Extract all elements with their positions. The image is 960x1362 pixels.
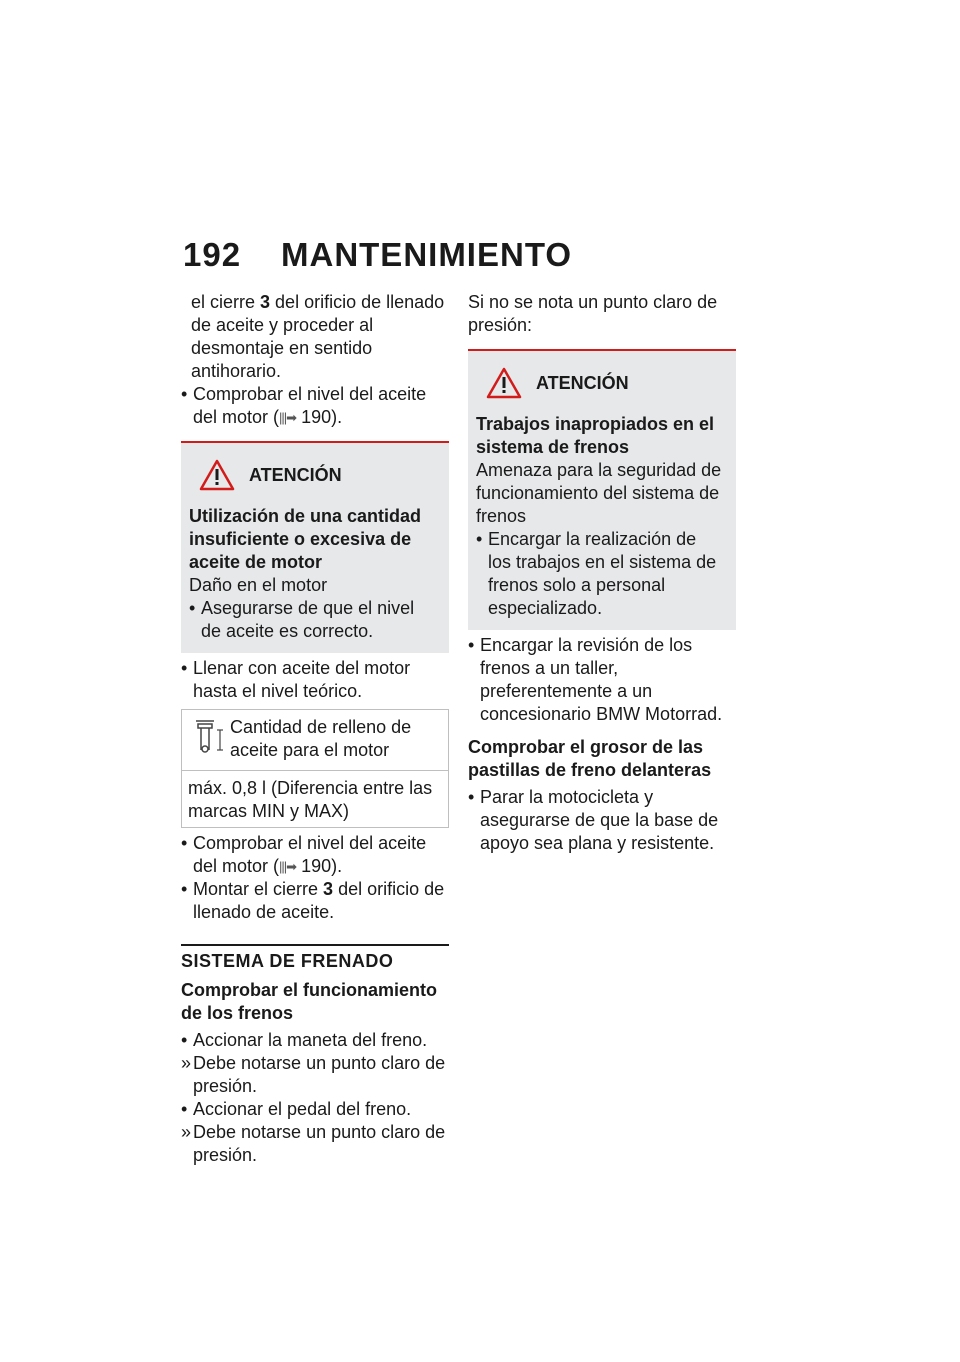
warning-item: • Encargar la realización de los trabajos en el sistema de frenos solo a personal especializado. xyxy=(476,529,717,618)
bullet-icon: • xyxy=(181,879,188,899)
result-item: » Debe notarse un punto claro de presión. xyxy=(181,1122,446,1165)
warning-triangle-icon xyxy=(486,367,522,399)
bullet-icon: • xyxy=(468,787,475,807)
spec-table xyxy=(181,709,449,828)
subsection-title: Comprobar el funcionamiento de los frenos xyxy=(181,980,438,1023)
warning-description: Amenaza para la seguridad de funcionamiento del sistema de frenos xyxy=(476,460,722,526)
warning-triangle-icon xyxy=(199,459,235,491)
page-title: MANTENIMIENTO xyxy=(281,236,573,273)
subsection-title: Comprobar el grosor de las pastillas de freno delanteras xyxy=(468,737,712,780)
bullet-icon: • xyxy=(468,635,475,655)
oil-dipstick-icon xyxy=(190,716,230,762)
list-item: • Parar la motocicleta y asegurarse de que la base de apoyo sea plana y resistente. xyxy=(468,787,719,853)
warning-item: • Asegurarse de que el nivel de aceite es correcto. xyxy=(189,598,415,641)
continued-paragraph: el cierre 3 del orificio de llenado de aceite y proceder al desmontaje en sentido antihorario. xyxy=(191,292,445,381)
intro-text: Si no se nota un punto claro de presión: xyxy=(468,292,718,335)
right-column xyxy=(468,291,736,855)
page-reference[interactable]: 190). xyxy=(301,407,343,427)
bullet-icon: • xyxy=(476,529,483,549)
result-arrow-icon: » xyxy=(181,1053,192,1073)
left-column xyxy=(181,291,449,1167)
list-item: • Accionar el pedal del freno. xyxy=(181,1099,412,1119)
bullet-icon: • xyxy=(189,598,196,618)
list-item: • Comprobar el nivel del aceite del motor (|||➡ 190). xyxy=(181,384,427,427)
bullet-icon: • xyxy=(181,1030,188,1050)
page-number: 192 xyxy=(183,236,242,273)
part-number: 3 xyxy=(323,879,334,899)
warning-title: Trabajos inapropiados en el sistema de frenos xyxy=(476,414,715,457)
bullet-icon: • xyxy=(181,833,188,853)
bullet-icon: • xyxy=(181,1099,188,1119)
arrow-ref-icon[interactable]: |||➡ xyxy=(279,410,297,425)
page-header xyxy=(183,236,572,274)
warning-box xyxy=(181,441,449,653)
section-title: SISTEMA DE FRENADO xyxy=(181,944,449,973)
bullet-icon: • xyxy=(181,384,188,404)
result-arrow-icon: » xyxy=(181,1122,192,1142)
warning-description: Daño en el motor xyxy=(189,575,328,595)
list-item: • Encargar la revisión de los frenos a un taller, preferentemente a un concesionario BMW Motorrad. xyxy=(468,635,723,724)
warning-label: ATENCIÓN xyxy=(249,464,342,485)
arrow-ref-icon[interactable]: |||➡ xyxy=(279,859,297,874)
warning-label: ATENCIÓN xyxy=(536,372,629,393)
list-item: • Llenar con aceite del motor hasta el nivel teórico. xyxy=(181,658,411,701)
list-item: • Accionar la maneta del freno. xyxy=(181,1030,428,1050)
list-item: • Comprobar el nivel del aceite del motor (|||➡ 190). xyxy=(181,833,427,876)
warning-title: Utilización de una cantidad insuficiente o excesiva de aceite de motor xyxy=(189,506,422,572)
part-number: 3 xyxy=(260,292,271,312)
list-item: • Montar el cierre 3 del orificio de llenado de aceite. xyxy=(181,879,445,922)
result-item: » Debe notarse un punto claro de presión. xyxy=(181,1053,446,1096)
bullet-icon: • xyxy=(181,658,188,678)
page-reference[interactable]: 190). xyxy=(301,856,343,876)
spec-title: Cantidad de relleno de aceite para el motor xyxy=(230,717,412,760)
spec-value: máx. 0,8 l (Diferencia entre las marcas MIN y MAX) xyxy=(188,778,433,821)
warning-box xyxy=(468,349,736,630)
